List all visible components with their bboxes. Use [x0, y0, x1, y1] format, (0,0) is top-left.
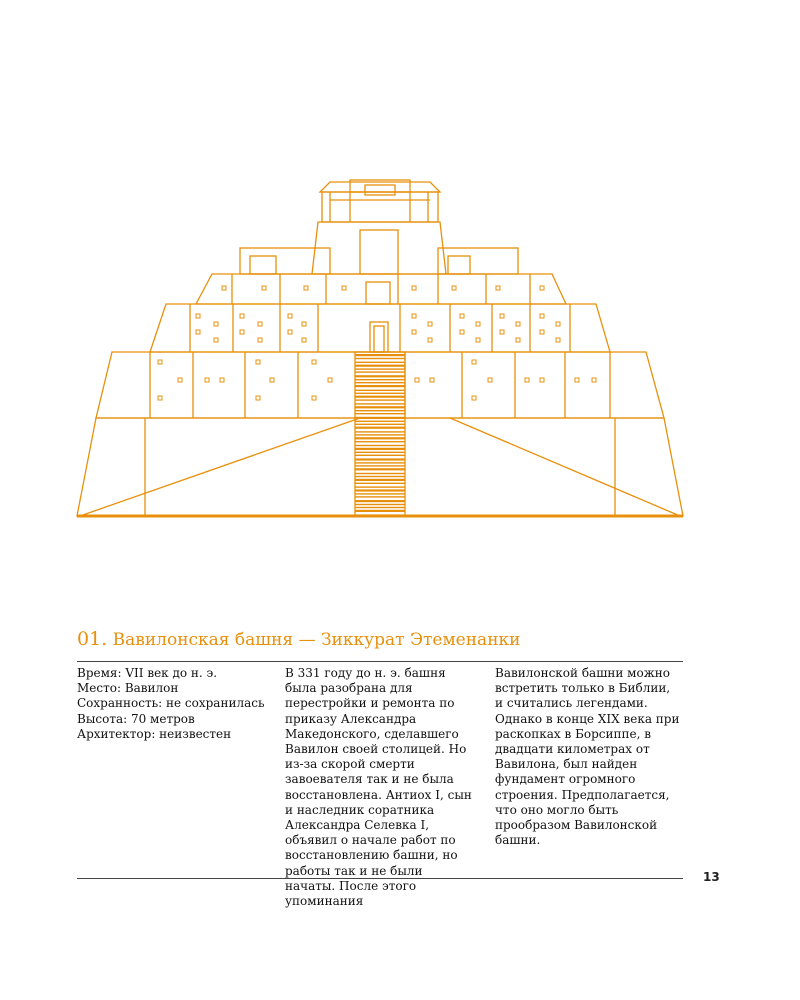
- fact-place: Место: Вавилон: [77, 681, 179, 696]
- fact-time: Время: VII век до н. э.: [77, 666, 218, 680]
- section-title: Вавилонская башня — Зиккурат Этеменанки: [112, 630, 521, 650]
- body-paragraph-2: В 331 году до н. э. башня была разобрана для перестройки и ремонта по приказу Александра Македонского, сделавшего Вавилон своей столицей. Но из-за скорой смерти завоевателя так и не была восстановлена. Антиох I, сын и наследник соратника Александра Селевка I, объявил о начале работ по восстановлению башни, но работы так и не были начаты. После этого упоминания: [285, 666, 472, 909]
- page-number: 13: [703, 870, 720, 884]
- fact-architect: Архитектор: неизвестен: [77, 726, 232, 741]
- body-column-2: [285, 666, 475, 909]
- body-paragraph-3: Вавилонской башни можно встретить только в Библии, и считались легендами. Однако в конце XIX века при раскопках в Борсиппе, в двадцати километрах от Вавилона, был найден фундамент огромного строения. Предполагается, что оно могло быть прообразом Вавилонской башни.: [495, 666, 680, 848]
- top-divider: [77, 661, 683, 662]
- bottom-divider: [77, 878, 683, 879]
- section-number: 01.: [77, 628, 108, 650]
- fact-height: Высота: 70 метров: [77, 711, 195, 726]
- body-column-3: [495, 666, 680, 848]
- page-title: [77, 628, 520, 650]
- facts-column: [77, 666, 265, 742]
- fact-preservation: Сохранность: не сохранилась: [77, 696, 265, 711]
